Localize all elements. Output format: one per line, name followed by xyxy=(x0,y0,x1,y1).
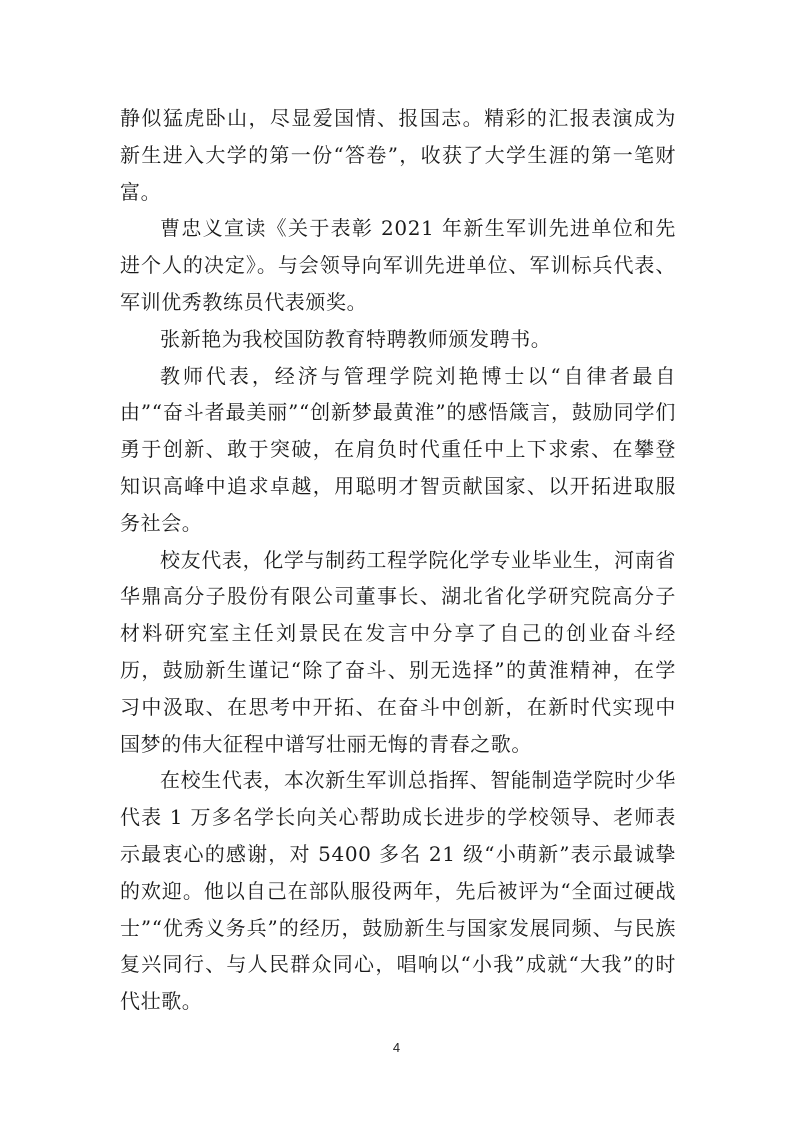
paragraph-4: 教师代表，经济与管理学院刘艳博士以“自律者最自由”“奋斗者最美丽”“创新梦最黄淮”的感悟箴言，鼓励同学们勇于创新、敢于突破，在肩负时代重任中上下求索、在攀登知识高峰中追求卓越，用聪明才智贡献国家、以开拓进取服务社会。 xyxy=(120,363,676,535)
paragraph-6: 在校生代表，本次新生军训总指挥、智能制造学院时少华代表 1 万多名学长向关心帮助成长进步的学校领导、老师表示最衷心的感谢，对 5400 多名 21 级“小萌新”表示最诚挚的欢迎。他以自己在部队服役两年，先后被评为“全面过硬战士”“优秀义务兵”的经历，鼓励新生与国家发展同频、与民族复兴同行、与人民群众同心，唱响以“小我”成就“大我”的时代壮歌。 xyxy=(120,768,676,1014)
paragraph-5: 校友代表，化学与制药工程学院化学专业毕业生，河南省华鼎高分子股份有限公司董事长、湖北省化学研究院高分子材料研究室主任刘景民在发言中分享了自己的创业奋斗经历，鼓励新生谨记“除了奋斗、别无选择”的黄淮精神，在学习中汲取、在思考中开拓、在奋斗中创新，在新时代实现中国梦的伟大征程中谱写壮丽无悔的青春之歌。 xyxy=(120,547,676,756)
paragraph-1: 静似猛虎卧山，尽显爱国情、报国志。精彩的汇报表演成为新生进入大学的第一份“答卷”，收获了大学生涯的第一笔财富。 xyxy=(120,106,676,204)
page-number: 4 xyxy=(392,1040,401,1055)
body-text xyxy=(120,100,676,1020)
paragraph-2: 曹忠义宣读《关于表彰 2021 年新生军训先进单位和先进个人的决定》。与会领导向军训先进单位、军训标兵代表、军训优秀教练员代表颁奖。 xyxy=(120,216,676,314)
paragraph-3: 张新艳为我校国防教育特聘教师颁发聘书。 xyxy=(160,326,552,351)
